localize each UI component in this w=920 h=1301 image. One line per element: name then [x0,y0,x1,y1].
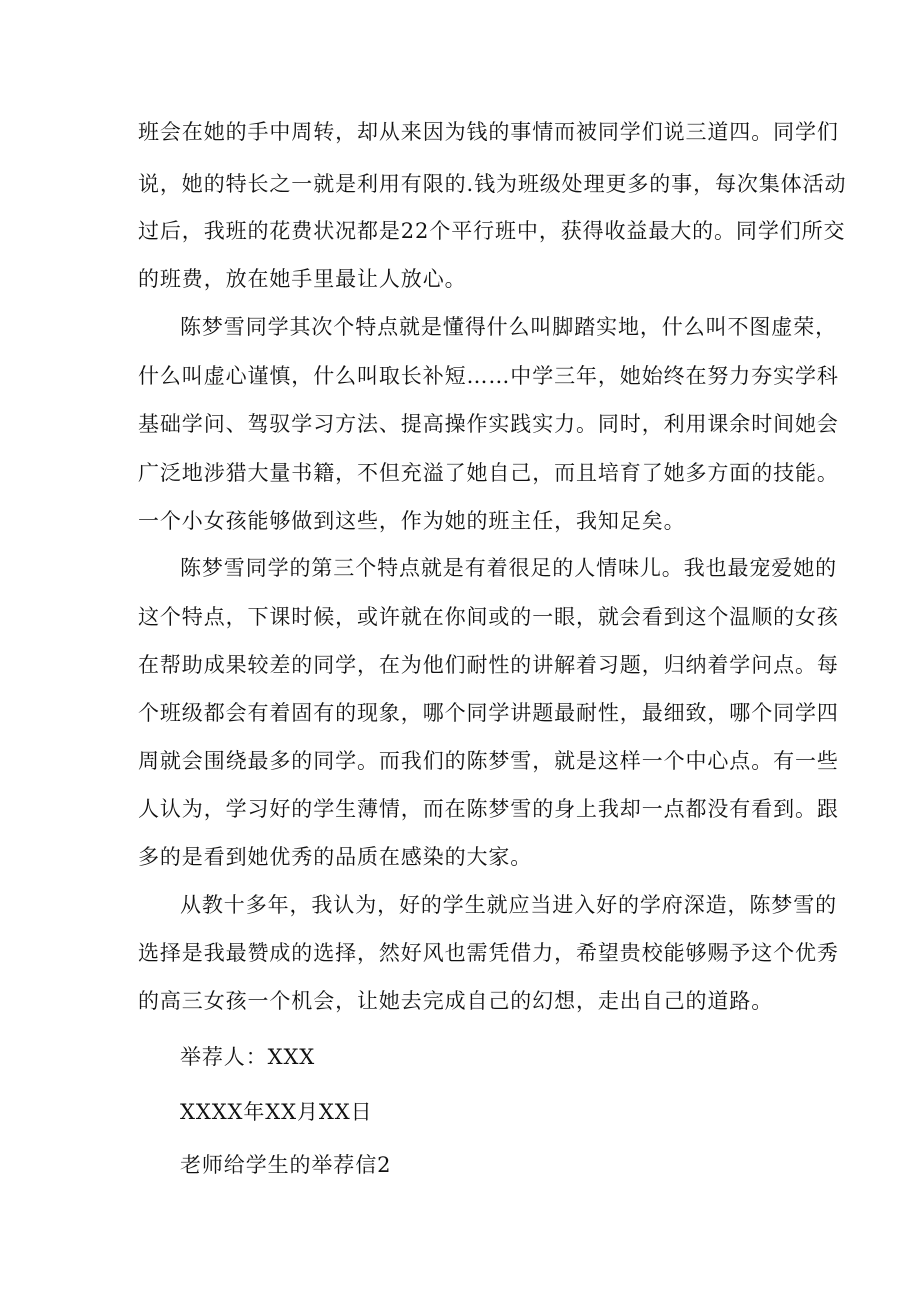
date-line: XXXX年XX月XX日 [180,1100,373,1124]
paragraph-1-line: 的班费，放在她手里最让人放心。 [138,267,467,291]
paragraph-2-line: 一个小女孩能够做到这些，作为她的班主任，我知足矣。 [138,509,686,533]
next-letter-title: 老师给学生的举荐信2 [180,1153,392,1177]
paragraph-2-line: 什么叫虚心谨慎，什么叫取长补短……中学三年，她始终在努力夯实学科 [138,364,839,388]
paragraph-1-line: 班会在她的手中周转，却从来因为钱的事情而被同学们说三道四。同学们 [138,120,839,144]
recommender-line: 举荐人：XXX [180,1045,316,1069]
paragraph-3-line: 陈梦雪同学的第三个特点就是有着很足的人情味儿。我也最宠爱她的 [180,556,837,580]
paragraph-4-line: 的高三女孩一个机会，让她去完成自己的幻想，走出自己的道路。 [138,989,774,1013]
paragraph-4-line: 从教十多年，我认为，好的学生就应当进入好的学府深造，陈梦雪的 [180,893,837,917]
paragraph-2-line: 基础学问、驾驭学习方法、提高操作实践实力。同时，利用课余时间她会 [138,412,839,436]
paragraph-3-line: 多的是看到她优秀的品质在感染的大家。 [138,845,533,869]
paragraph-4-line: 选择是我最赞成的选择，然好风也需凭借力，希望贵校能够赐予这个优秀 [138,941,839,965]
paragraph-3-line: 人认为，学习好的学生薄情，而在陈梦雪的身上我却一点都没有看到。跟 [138,797,839,821]
paragraph-1-line: 说，她的特长之一就是利用有限的.钱为班级处理更多的事，每次集体活动 [138,172,847,196]
paragraph-3-line: 这个特点，下课时候，或许就在你间或的一眼，就会看到这个温顺的女孩 [138,605,839,629]
paragraph-1-line: 过后，我班的花费状况都是22个平行班中，获得收益最大的。同学们所交 [138,219,846,243]
paragraph-3-line: 个班级都会有着固有的现象，哪个同学讲题最耐性，最细致，哪个同学四 [138,701,839,725]
paragraph-2-line: 陈梦雪同学其次个特点就是懂得什么叫脚踏实地，什么叫不图虚荣， [180,315,837,339]
paragraph-3-line: 周就会围绕最多的同学。而我们的陈梦雪，就是这样一个中心点。有一些 [138,749,839,773]
paragraph-3-line: 在帮助成果较差的同学，在为他们耐性的讲解着习题，归纳着学问点。每 [138,653,839,677]
paragraph-2-line: 广泛地涉猎大量书籍，不但充溢了她自己，而且培育了她多方面的技能。 [138,461,839,485]
